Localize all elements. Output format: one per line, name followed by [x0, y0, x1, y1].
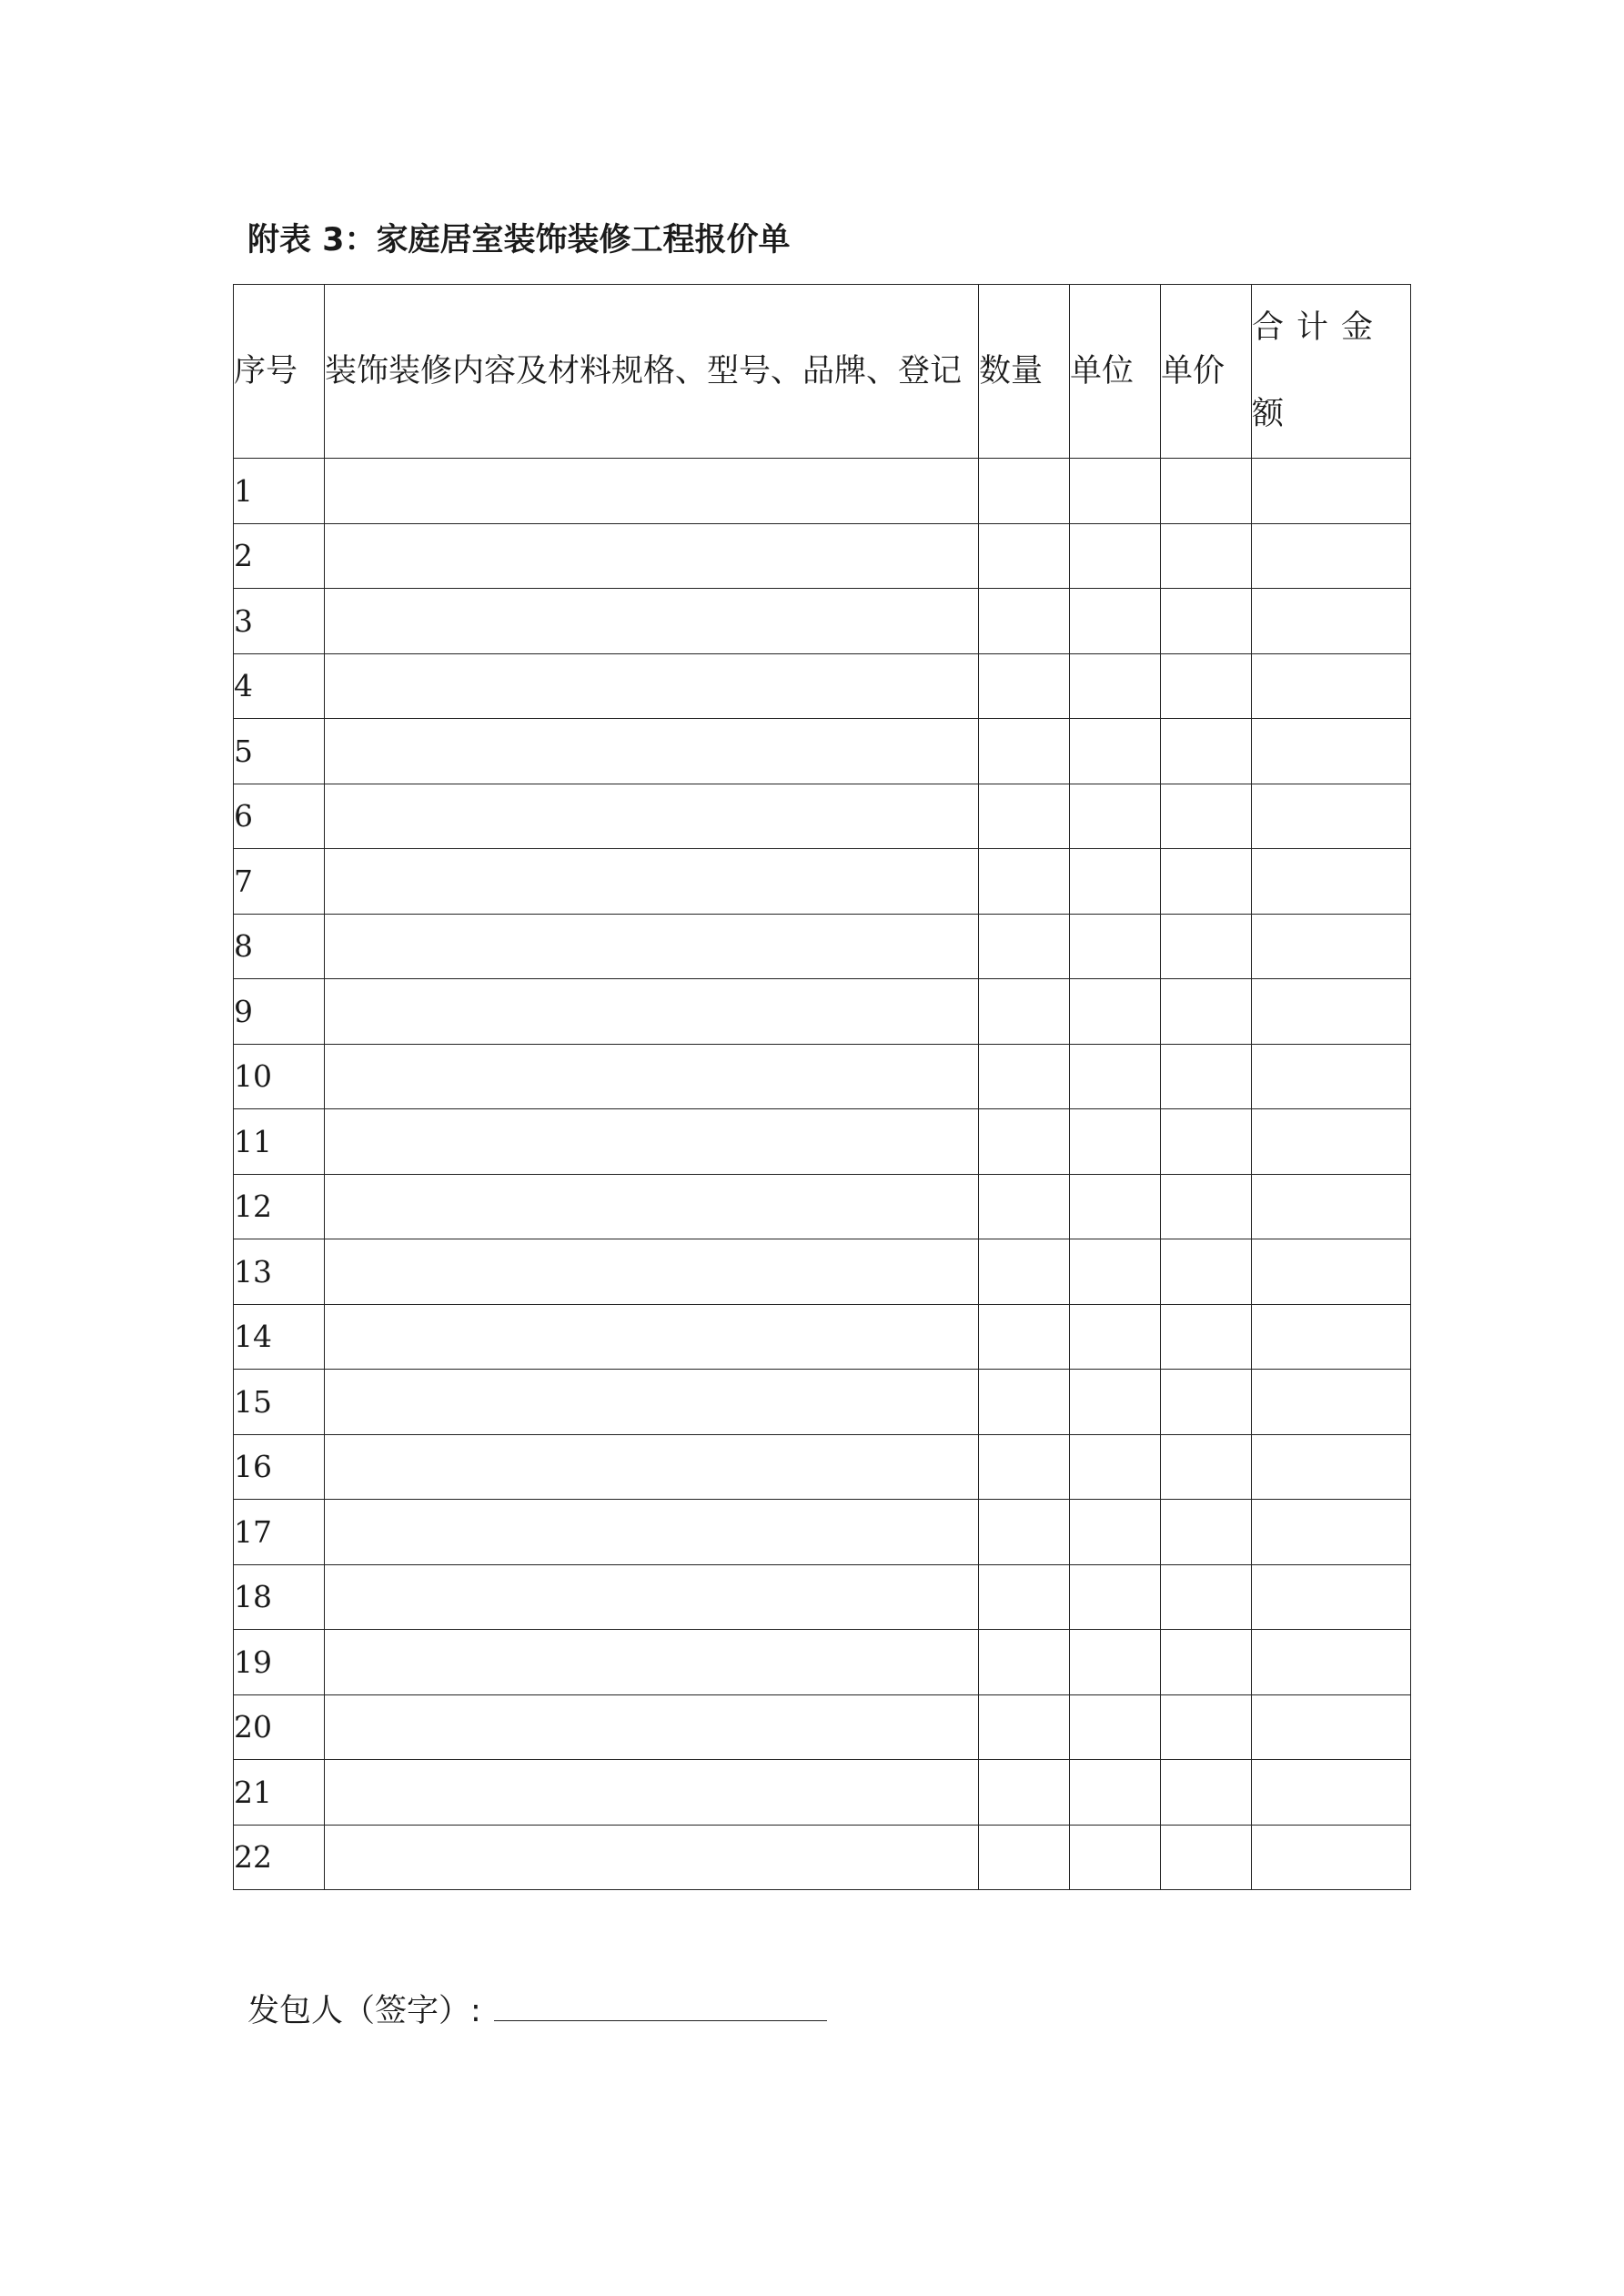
unit-price-cell[interactable] — [1161, 1434, 1252, 1500]
unit-price-cell[interactable] — [1161, 1174, 1252, 1239]
row-number-cell: 21 — [234, 1760, 325, 1826]
table-row — [234, 719, 1411, 784]
unit-price-cell[interactable] — [1161, 849, 1252, 915]
amount-cell[interactable] — [1252, 1825, 1411, 1890]
unit-cell[interactable] — [1070, 1500, 1161, 1565]
quantity-cell[interactable] — [979, 849, 1070, 915]
amount-cell[interactable] — [1252, 1370, 1411, 1435]
table-row — [234, 1825, 1411, 1890]
content-cell[interactable] — [325, 849, 979, 915]
unit-cell[interactable] — [1070, 1304, 1161, 1370]
header-content-spec: 装饰装修内容及材料规格、型号、品牌、登记 — [325, 285, 979, 459]
content-cell[interactable] — [325, 459, 979, 524]
row-number-cell: 6 — [234, 784, 325, 849]
content-cell[interactable] — [325, 1825, 979, 1890]
table-row — [234, 1239, 1411, 1305]
quantity-cell[interactable] — [979, 719, 1070, 784]
table-row — [234, 1694, 1411, 1760]
table-row — [234, 523, 1411, 589]
row-number-cell: 18 — [234, 1564, 325, 1630]
header-serial-number: 序号 — [234, 285, 325, 459]
quotation-table — [233, 284, 1411, 1890]
table-row — [234, 1760, 1411, 1826]
unit-price-cell[interactable] — [1161, 979, 1252, 1045]
unit-price-cell[interactable] — [1161, 1760, 1252, 1826]
table-row — [234, 1044, 1411, 1109]
row-number-cell: 20 — [234, 1694, 325, 1760]
unit-price-cell[interactable] — [1161, 1564, 1252, 1630]
amount-cell[interactable] — [1252, 1109, 1411, 1175]
unit-price-cell[interactable] — [1161, 589, 1252, 654]
unit-price-cell[interactable] — [1161, 1500, 1252, 1565]
unit-cell[interactable] — [1070, 523, 1161, 589]
row-number-cell: 13 — [234, 1239, 325, 1305]
unit-cell[interactable] — [1070, 1825, 1161, 1890]
row-number-cell: 16 — [234, 1434, 325, 1500]
table-row — [234, 653, 1411, 719]
unit-price-cell[interactable] — [1161, 1239, 1252, 1305]
content-cell[interactable] — [325, 589, 979, 654]
quantity-cell[interactable] — [979, 1760, 1070, 1826]
table-row — [234, 1564, 1411, 1630]
table-row — [234, 784, 1411, 849]
table-row — [234, 1174, 1411, 1239]
amount-cell[interactable] — [1252, 1434, 1411, 1500]
table-row — [234, 1370, 1411, 1435]
signature-label: 发包人（签字）: — [247, 1993, 481, 2029]
amount-cell[interactable] — [1252, 1044, 1411, 1109]
content-cell[interactable] — [325, 719, 979, 784]
amount-cell[interactable] — [1252, 1630, 1411, 1695]
table-row — [234, 1500, 1411, 1565]
header-quantity: 数量 — [979, 285, 1070, 459]
amount-cell[interactable] — [1252, 1239, 1411, 1305]
quantity-cell[interactable] — [979, 589, 1070, 654]
row-number-cell: 8 — [234, 914, 325, 979]
signature-area — [247, 1984, 827, 2038]
quantity-cell[interactable] — [979, 1825, 1070, 1890]
table-row — [234, 459, 1411, 524]
row-number-cell: 10 — [234, 1044, 325, 1109]
unit-price-cell[interactable] — [1161, 1825, 1252, 1890]
amount-cell[interactable] — [1252, 1564, 1411, 1630]
amount-cell[interactable] — [1252, 979, 1411, 1045]
row-number-cell: 22 — [234, 1825, 325, 1890]
amount-cell[interactable] — [1252, 784, 1411, 849]
content-cell[interactable] — [325, 1564, 979, 1630]
unit-price-cell[interactable] — [1161, 523, 1252, 589]
amount-cell[interactable] — [1252, 653, 1411, 719]
quantity-cell[interactable] — [979, 1239, 1070, 1305]
unit-cell[interactable] — [1070, 719, 1161, 784]
content-cell[interactable] — [325, 1109, 979, 1175]
unit-price-cell[interactable] — [1161, 1304, 1252, 1370]
content-cell[interactable] — [325, 979, 979, 1045]
unit-cell[interactable] — [1070, 1370, 1161, 1435]
content-cell[interactable] — [325, 523, 979, 589]
unit-cell[interactable] — [1070, 1564, 1161, 1630]
unit-price-cell[interactable] — [1161, 719, 1252, 784]
amount-cell[interactable] — [1252, 1694, 1411, 1760]
amount-cell[interactable] — [1252, 914, 1411, 979]
amount-cell[interactable] — [1252, 459, 1411, 524]
quantity-cell[interactable] — [979, 1434, 1070, 1500]
amount-cell[interactable] — [1252, 589, 1411, 654]
unit-price-cell[interactable] — [1161, 914, 1252, 979]
quantity-cell[interactable] — [979, 979, 1070, 1045]
unit-price-cell[interactable] — [1161, 1694, 1252, 1760]
quantity-cell[interactable] — [979, 1564, 1070, 1630]
content-cell[interactable] — [325, 1630, 979, 1695]
unit-price-cell[interactable] — [1161, 459, 1252, 524]
unit-cell[interactable] — [1070, 589, 1161, 654]
header-unit-price: 单价 — [1161, 285, 1252, 459]
content-cell[interactable] — [325, 1370, 979, 1435]
row-number-cell: 12 — [234, 1174, 325, 1239]
content-cell[interactable] — [325, 653, 979, 719]
table-row — [234, 849, 1411, 915]
amount-cell[interactable] — [1252, 849, 1411, 915]
signature-line[interactable] — [494, 1984, 827, 2021]
amount-cell[interactable] — [1252, 1500, 1411, 1565]
row-number-cell: 14 — [234, 1304, 325, 1370]
quantity-cell[interactable] — [979, 914, 1070, 979]
row-number-cell: 4 — [234, 653, 325, 719]
table-row — [234, 1109, 1411, 1175]
row-number-cell: 5 — [234, 719, 325, 784]
amount-cell[interactable] — [1252, 719, 1411, 784]
table-header-row — [234, 285, 1411, 459]
row-number-cell: 3 — [234, 589, 325, 654]
content-cell[interactable] — [325, 1434, 979, 1500]
table-body — [234, 459, 1411, 1890]
row-number-cell: 17 — [234, 1500, 325, 1565]
table-row — [234, 914, 1411, 979]
row-number-cell: 1 — [234, 459, 325, 524]
quantity-cell[interactable] — [979, 1500, 1070, 1565]
amount-cell[interactable] — [1252, 523, 1411, 589]
content-cell[interactable] — [325, 1174, 979, 1239]
unit-cell[interactable] — [1070, 1044, 1161, 1109]
unit-price-cell[interactable] — [1161, 1370, 1252, 1435]
unit-cell[interactable] — [1070, 1174, 1161, 1239]
table-row — [234, 589, 1411, 654]
row-number-cell: 19 — [234, 1630, 325, 1695]
unit-cell[interactable] — [1070, 1239, 1161, 1305]
unit-cell[interactable] — [1070, 979, 1161, 1045]
quantity-cell[interactable] — [979, 1174, 1070, 1239]
unit-price-cell[interactable] — [1161, 784, 1252, 849]
content-cell[interactable] — [325, 1239, 979, 1305]
quantity-cell[interactable] — [979, 1109, 1070, 1175]
row-number-cell: 11 — [234, 1109, 325, 1175]
amount-cell[interactable] — [1252, 1304, 1411, 1370]
unit-cell[interactable] — [1070, 1630, 1161, 1695]
quantity-cell[interactable] — [979, 1370, 1070, 1435]
amount-cell[interactable] — [1252, 1174, 1411, 1239]
unit-price-cell[interactable] — [1161, 1044, 1252, 1109]
content-cell[interactable] — [325, 1304, 979, 1370]
header-total-amount: 合计金额 — [1252, 285, 1411, 459]
unit-cell[interactable] — [1070, 849, 1161, 915]
content-cell[interactable] — [325, 1760, 979, 1826]
unit-cell[interactable] — [1070, 914, 1161, 979]
content-cell[interactable] — [325, 1044, 979, 1109]
unit-cell[interactable] — [1070, 1109, 1161, 1175]
unit-price-cell[interactable] — [1161, 653, 1252, 719]
unit-price-cell[interactable] — [1161, 1630, 1252, 1695]
unit-cell[interactable] — [1070, 1760, 1161, 1826]
unit-cell[interactable] — [1070, 1694, 1161, 1760]
row-number-cell: 15 — [234, 1370, 325, 1435]
quantity-cell[interactable] — [979, 1630, 1070, 1695]
quantity-cell[interactable] — [979, 1694, 1070, 1760]
content-cell[interactable] — [325, 784, 979, 849]
content-cell[interactable] — [325, 1694, 979, 1760]
row-number-cell: 2 — [234, 523, 325, 589]
page-title: 附表 3：家庭居室装饰装修工程报价单 — [247, 222, 791, 258]
table-row — [234, 1630, 1411, 1695]
unit-cell[interactable] — [1070, 1434, 1161, 1500]
unit-cell[interactable] — [1070, 653, 1161, 719]
amount-cell[interactable] — [1252, 1760, 1411, 1826]
table-row — [234, 1434, 1411, 1500]
table-row — [234, 1304, 1411, 1370]
header-unit: 单位 — [1070, 285, 1161, 459]
quantity-cell[interactable] — [979, 784, 1070, 849]
content-cell[interactable] — [325, 1500, 979, 1565]
quantity-cell[interactable] — [979, 1304, 1070, 1370]
quantity-cell[interactable] — [979, 523, 1070, 589]
unit-price-cell[interactable] — [1161, 1109, 1252, 1175]
quantity-cell[interactable] — [979, 459, 1070, 524]
row-number-cell: 7 — [234, 849, 325, 915]
quantity-cell[interactable] — [979, 653, 1070, 719]
row-number-cell: 9 — [234, 979, 325, 1045]
content-cell[interactable] — [325, 914, 979, 979]
quantity-cell[interactable] — [979, 1044, 1070, 1109]
unit-cell[interactable] — [1070, 459, 1161, 524]
table-row — [234, 979, 1411, 1045]
unit-cell[interactable] — [1070, 784, 1161, 849]
